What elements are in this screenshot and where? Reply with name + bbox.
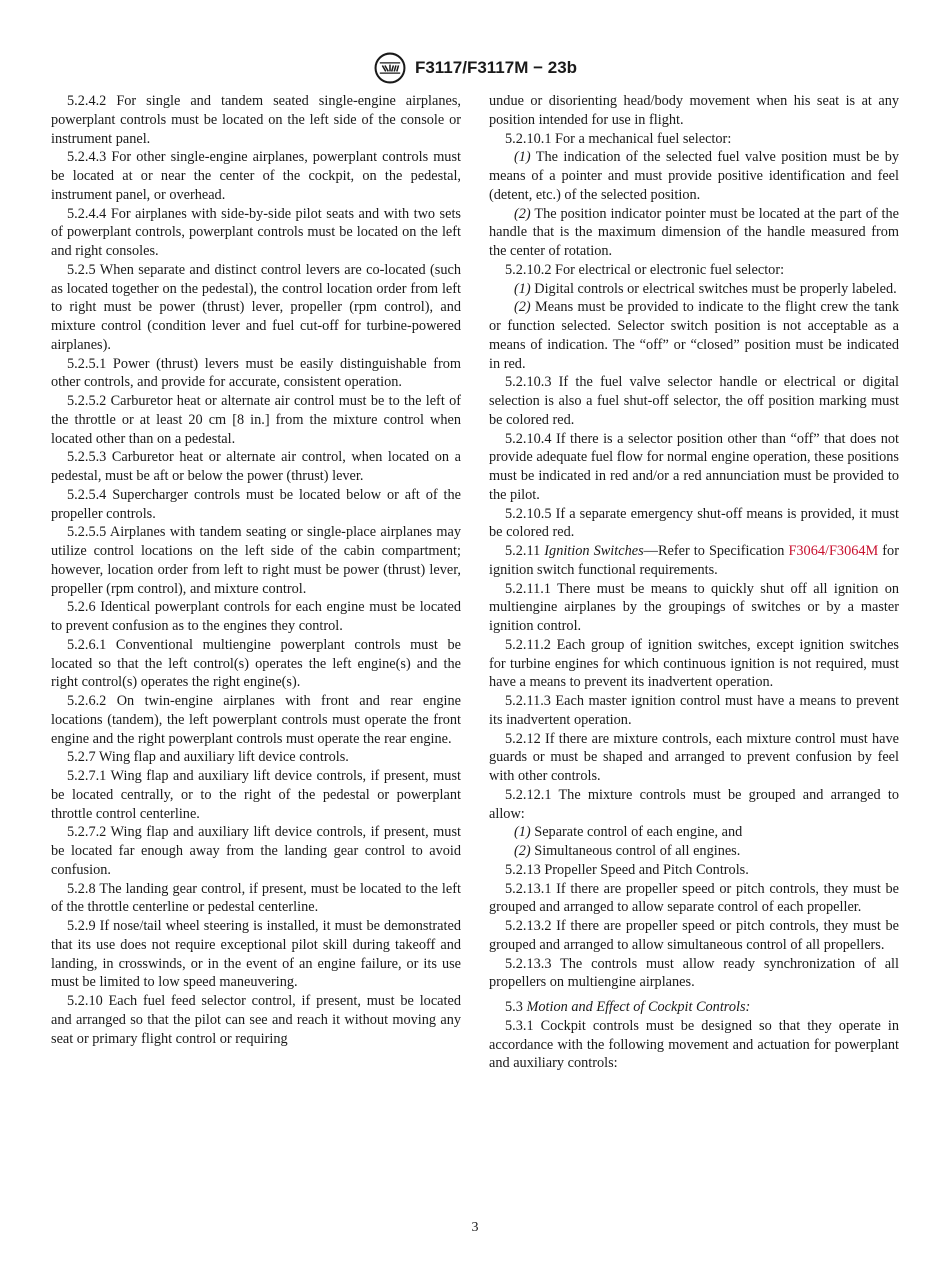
paragraph: 5.2.6 Identical powerplant controls for each engine must be located to prevent confusion as to the engines they control. (51, 599, 461, 634)
paragraph: 5.2.13.2 If there are propeller speed or pitch controls, they must be grouped and arranged to allow simultaneous control of all propellers. (489, 918, 899, 953)
paragraph: 5.2.10 Each fuel feed selector control, if present, must be located and arranged so that the pilot can see and reach it without moving any seat or primary flight control or requiring (51, 993, 461, 1047)
paragraph: 5.2.7.1 Wing flap and auxiliary lift device controls, if present, must be located centrally, or to the right of the pedestal or powerplant throttle control centerline. (51, 768, 461, 822)
list-item: (2) Simultaneous control of all engines. (514, 843, 741, 859)
section-heading: 5.3 Motion and Effect of Cockpit Controls: (505, 999, 751, 1015)
right-column (489, 92, 899, 1073)
paragraph: 5.2.11.3 Each master ignition control must have a means to prevent its inadvertent operation. (489, 693, 899, 728)
paragraph: 5.2.5.3 Carburetor heat or alternate air control, when located on a pedestal, must be aft or below the power (thrust) lever. (51, 449, 461, 484)
paragraph: 5.2.5.1 Power (thrust) levers must be easily distinguishable from other controls, and provide for accurate, consistent operation. (51, 355, 461, 391)
paragraph: 5.2.10.3 If the fuel valve selector handle or electrical or digital selection is also a fuel shut-off selector, the off position marking must be colored red. (489, 374, 899, 428)
list-item: (1) Separate control of each engine, and (514, 824, 743, 841)
paragraph: 5.2.5.2 Carburetor heat or alternate air control must be to the left of the throttle or at least 20 cm [8 in.] from the mixture control when located other than on a pedestal. (51, 393, 461, 447)
paragraph: 5.2.9 If nose/tail wheel steering is installed, it must be demonstrated that its use does not require exceptional pilot skill during takeoff and landing, in crosswinds, or in the event of an engine failure, or its use must be limited to low speed maneuvering. (51, 918, 461, 991)
list-item: (1) The indication of the selected fuel valve position must be by means of a pointer and must provide positive identification and feel (detent, etc.) of the selected position. (489, 149, 899, 203)
paragraph: 5.2.8 The landing gear control, if present, must be located to the left of the throttle centerline or pedestal centerline. (51, 880, 461, 916)
list-item: (2) Means must be provided to indicate to the flight crew the tank or function selected. Selector switch position is not acceptable as a means of indication. The “off” or “closed” position must be indicated in red. (489, 299, 899, 372)
paragraph: 5.2.12.1 The mixture controls must be grouped and arranged to allow: (489, 786, 899, 822)
paragraph: 5.2.10.4 If there is a selector position other than “off” that does not provide adequate fuel flow for normal engine operation, these positions must be indicated in red and/or a red annunciation must be provided to the pilot. (489, 430, 899, 503)
paragraph: 5.2.4.2 For single and tandem seated single-engine airplanes, powerplant controls must be located on the left side of the console or instrument panel. (51, 93, 461, 147)
astm-logo-icon (373, 51, 407, 85)
paragraph: 5.3.1 Cockpit controls must be designed so that they operate in accordance with the following movement and actuation for powerplant and auxiliary controls: (489, 1017, 899, 1072)
paragraph: 5.2.12 If there are mixture controls, each mixture control must have guards or must be shaped and arranged to prevent confusion by feel with other controls. (489, 730, 899, 784)
paragraph: 5.2.7 Wing flap and auxiliary lift device controls. (67, 749, 349, 766)
specification-link[interactable]: F3064/F3064M (788, 543, 879, 559)
paragraph: 5.2.5 When separate and distinct control levers are co-located (such as located together on the pedestal), the control location order from left to right must be power (thrust) lever, propeller (rpm control), and mixture control (condition lever and fuel cut-off for turbine-powered airplanes). (51, 261, 461, 353)
paragraph: 5.2.10.2 For electrical or electronic fuel selector: (505, 261, 785, 278)
paragraph: undue or disorienting head/body movement when his seat is at any position intended for use in flight. (489, 93, 899, 128)
paragraph: 5.2.11.2 Each group of ignition switches, except ignition switches for turbine engines for which continuous ignition is not required, must have a means to prevent its inadvertent operation. (489, 636, 899, 691)
paragraph: 5.2.11.1 There must be means to quickly shut off all ignition on multiengine airplanes by the groupings of switches or by a master ignition control. (489, 580, 899, 634)
paragraph: 5.2.5.5 Airplanes with tandem seating or single-place airplanes may utilize control locations on the left side of the cabin compartment; however, location order from left to right must be power (thrust) lever, propeller (rpm control), and mixture control. (51, 524, 461, 597)
page-number: 3 (471, 1220, 479, 1235)
paragraph: 5.2.10.5 If a separate emergency shut-off means is provided, it must be colored red. (489, 505, 899, 541)
list-item: (1) Digital controls or electrical switches must be properly labeled. (514, 280, 897, 297)
paragraph: 5.2.4.4 For airplanes with side-by-side pilot seats and with two sets of powerplant controls, powerplant controls must be located on the left and right consoles. (51, 205, 461, 259)
paragraph: 5.2.13.1 If there are propeller speed or pitch controls, they must be grouped and arranged to allow separate control of each propeller. (489, 880, 899, 916)
paragraph: 5.2.13 Propeller Speed and Pitch Controls. (505, 861, 749, 878)
page-header (0, 50, 950, 86)
paragraph: 5.2.6.1 Conventional multiengine powerplant controls must be located so that the left control(s) operates the left engine(s) and the right control(s) operates the right engine(s). (51, 636, 461, 691)
paragraph: 5.2.6.2 On twin-engine airplanes with front and rear engine locations (tandem), the left powerplant controls must operate the front engine and the right powerplant controls must operate the rear engine. (51, 693, 461, 747)
paragraph: 5.2.7.2 Wing flap and auxiliary lift device controls, if present, must be located far enough away from the landing gear control to avoid confusion. (51, 824, 461, 878)
list-item: (2) The position indicator pointer must be located at the part of the handle that is the maximum dimension of the handle measured from the center of rotation. (489, 205, 899, 259)
left-column (51, 92, 461, 1048)
document-designation: F3117/F3117M − 23b (414, 58, 578, 77)
paragraph: 5.2.5.4 Supercharger controls must be located below or aft of the propeller controls. (51, 486, 461, 522)
paragraph: 5.2.11 Ignition Switches—Refer to Specification F3064/F3064M for ignition switch functional requirements. (489, 543, 899, 578)
paragraph: 5.2.10.1 For a mechanical fuel selector: (505, 130, 732, 147)
paragraph: 5.2.13.3 The controls must allow ready synchronization of all propellers on multiengine airplanes. (489, 955, 899, 991)
paragraph: 5.2.4.3 For other single-engine airplanes, powerplant controls must be located at or near the center of the cockpit, on the pedestal, instrument panel, or overhead. (51, 149, 461, 203)
